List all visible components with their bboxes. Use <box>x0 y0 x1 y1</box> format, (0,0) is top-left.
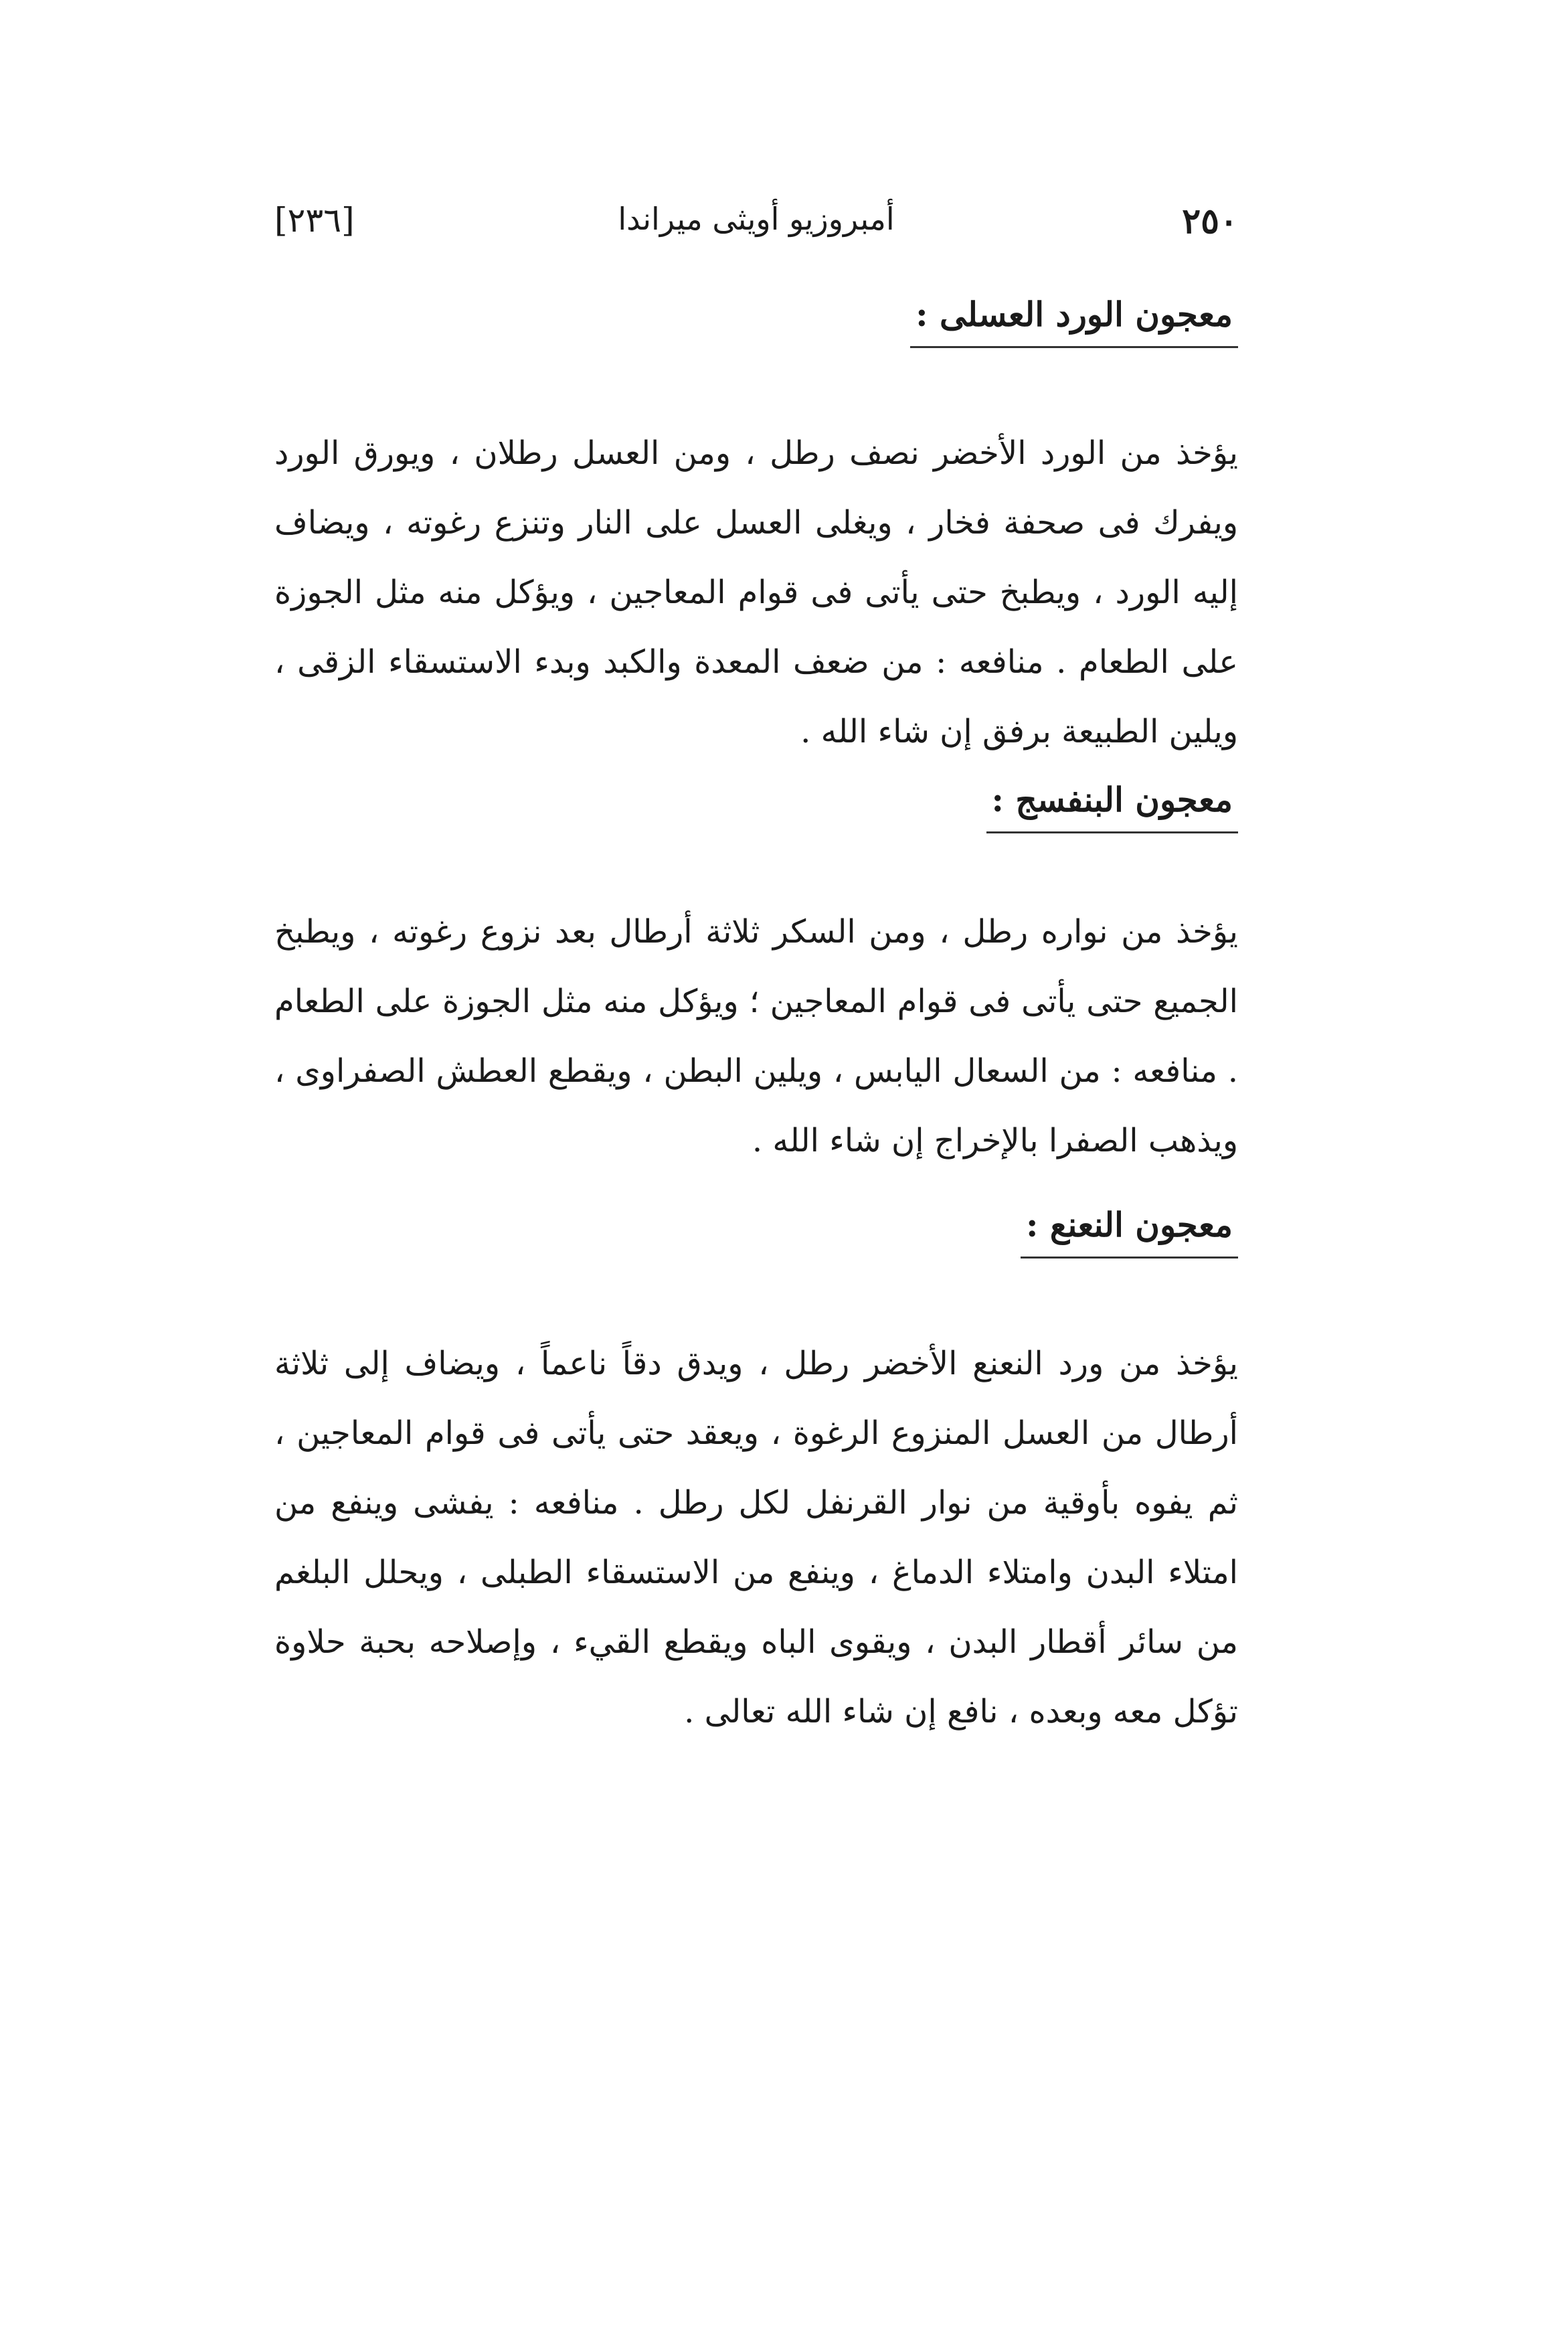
section-heading-text: معجون النعنع : <box>1021 1205 1238 1259</box>
section-body: يؤخذ من نواره رطل ، ومن السكر ثلاثة أرطال بعد نزوع رغوته ، ويطبخ الجميع حتى يأتى فى قوام المعاجين ؛ ويؤكل منه مثل الجوزة على الطعام . منافعه : من السعال اليابس ، ويلين البطن ، ويقطع العطش الصفراوى ، ويذهب الصفرا بالإخراج إن شاء الله . <box>274 913 1239 1159</box>
page-header <box>274 201 1238 261</box>
section-rose-honey-electuary <box>274 295 1238 766</box>
section-heading <box>274 1205 1238 1259</box>
running-title: أمبروزيو أويثى ميراندا <box>618 201 895 237</box>
section-heading-text: معجون البنفسج : <box>986 780 1238 833</box>
section-heading-text: معجون الورد العسلى : <box>910 295 1238 348</box>
section-body: يؤخذ من الورد الأخضر نصف رطل ، ومن العسل رطلان ، ويورق الورد ويفرك فى صحفة فخار ، ويغلى العسل على النار وتنزع رغوته ، ويضاف إليه الورد ، ويطبخ حتى يأتى فى قوام المعاجين ، ويؤكل منه مثل الجوزة على الطعام . منافعه : من ضعف المعدة والكبد وبدء الاستسقاء الزقى ، ويلين الطبيعة برفق إن شاء الله . <box>274 434 1238 750</box>
original-page-reference: [٢٣٦] <box>274 201 355 240</box>
section-heading <box>274 780 1238 833</box>
section-mint-electuary <box>274 1205 1238 1747</box>
page-number: ٢٥٠ <box>1182 201 1238 242</box>
section-body: يؤخذ من ورد النعنع الأخضر رطل ، ويدق دقاً ناعماً ، ويضاف إلى ثلاثة أرطال من العسل المنزوع الرغوة ، ويعقد حتى يأتى فى قوام المعاجين ، ثم يفوه بأوقية من نوار القرنفل لكل رطل . منافعه : يفشى وينفع من امتلاء البدن وامتلاء الدماغ ، وينفع من الاستسقاء الطبلى ، ويحلل البلغم من سائر أقطار البدن ، ويقوى الباه ويقطع القيء ، وإصلاحه بحبة حلاوة تؤكل معه وبعده ، نافع إن شاء الله تعالى . <box>274 1345 1238 1730</box>
section-violet-electuary <box>274 780 1238 1176</box>
section-heading <box>274 295 1238 348</box>
